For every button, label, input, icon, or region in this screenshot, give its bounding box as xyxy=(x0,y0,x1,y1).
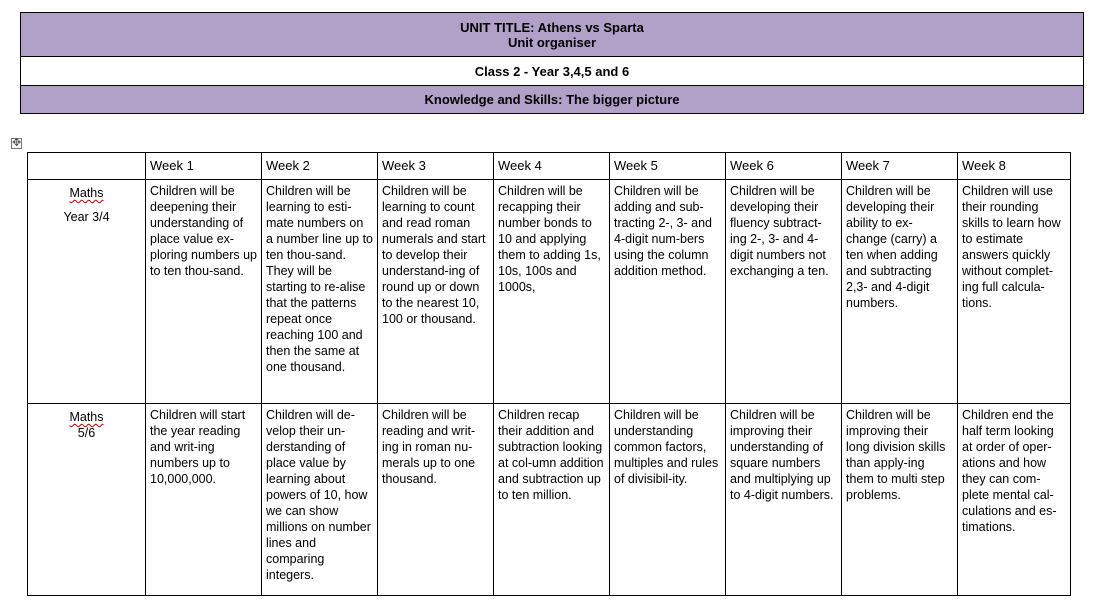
unit-title: UNIT TITLE: Athens vs Sparta xyxy=(460,19,644,35)
column-header-week-4[interactable]: Week 4 xyxy=(494,153,610,180)
table-cell[interactable]: Children will use their rounding skills to learn how to estimate answers quickly without complet-ing full calcula-tions. xyxy=(958,180,1071,404)
subject-cell-year-3-4[interactable] xyxy=(28,180,146,404)
table-cell[interactable]: Children will de-velop their un-derstanding of place value by learning about powers of 10, how we can show millions on number lines and comparing integers. xyxy=(262,404,378,596)
weekly-plan-table xyxy=(27,152,1071,596)
corner-cell[interactable] xyxy=(28,153,146,180)
table-cell[interactable]: Children will be understanding common factors, multiples and rules of divisibil-ity. xyxy=(610,404,726,596)
year-label: 5/6 xyxy=(77,426,96,440)
unit-header-table xyxy=(20,12,1084,114)
text-cursor xyxy=(1070,405,1071,425)
table-cell[interactable]: Children will be developing their fluency subtract-ing 2-, 3- and 4-digit numbers not exchanging a ten. xyxy=(726,180,842,404)
knowledge-cell xyxy=(21,86,1084,114)
knowledge-label: Knowledge and Skills: The bigger picture xyxy=(424,92,680,107)
table-cell[interactable]: Children will be learning to count and read roman numerals and start to develop their understand-ing of round up or down to the nearest 10, 100 or thousand. xyxy=(378,180,494,404)
column-header-week-3[interactable]: Week 3 xyxy=(378,153,494,180)
table-cell[interactable]: Children end the half term looking at order of oper-ations and how they can com-plete mental cal-culations and es-timations. xyxy=(958,404,1071,596)
table-cell[interactable]: Children will be adding and sub-tracting 2-, 3- and 4-digit num-bers using the column addition method. xyxy=(610,180,726,404)
table-row xyxy=(28,404,1071,596)
column-header-week-1[interactable]: Week 1 xyxy=(146,153,262,180)
class-label: Class 2 - Year 3,4,5 and 6 xyxy=(474,63,630,79)
table-cell[interactable]: Children will be improving their understanding of square numbers and multiplying up to 4-digit numbers. xyxy=(726,404,842,596)
table-cell[interactable]: Children will be developing their ability to ex-change (carry) a ten when adding and subtracting 2,3- and 4-digit numbers. xyxy=(842,180,958,404)
column-header-week-8[interactable]: Week 8 xyxy=(958,153,1071,180)
table-header-row xyxy=(28,153,1071,180)
table-cell[interactable]: Children will start the year reading and writ-ing numbers up to 10,000,000. xyxy=(146,404,262,596)
unit-subtitle: Unit organiser xyxy=(507,34,597,50)
class-cell xyxy=(21,57,1084,86)
subject-label: Maths xyxy=(69,186,104,200)
column-header-week-5[interactable]: Week 5 xyxy=(610,153,726,180)
subject-cell-year-5-6[interactable] xyxy=(28,404,146,596)
subject-label: Maths xyxy=(69,410,104,424)
table-row xyxy=(28,180,1071,404)
table-cell[interactable]: Children will be deepening their understanding of place value ex-ploring numbers up to ten thou-sand. xyxy=(146,180,262,404)
table-cell[interactable]: Children will be recapping their number bonds to 10 and applying them to adding 1s, 10s, 100s and 1000s, xyxy=(494,180,610,404)
table-cell[interactable]: Children will be improving their long division skills than apply-ing them to multi step problems. xyxy=(842,404,958,596)
column-header-week-2[interactable]: Week 2 xyxy=(262,153,378,180)
column-header-week-7[interactable]: Week 7 xyxy=(842,153,958,180)
column-header-week-6[interactable]: Week 6 xyxy=(726,153,842,180)
move-arrows-icon[interactable]: ✥ xyxy=(12,137,22,149)
table-cell[interactable]: Children will be learning to esti-mate numbers on a number line up to ten thou-sand. They will be starting to re-alise that the patterns repeat once reaching 100 and then the same at one thousand. xyxy=(262,180,378,404)
table-cell[interactable]: Children will be reading and writ-ing in roman nu-merals up to one thousand. xyxy=(378,404,494,596)
year-label: Year 3/4 xyxy=(63,210,110,224)
table-cell[interactable]: Children recap their addition and subtraction looking at col-umn addition and subtraction up to ten million. xyxy=(494,404,610,596)
unit-title-cell xyxy=(21,13,1084,57)
